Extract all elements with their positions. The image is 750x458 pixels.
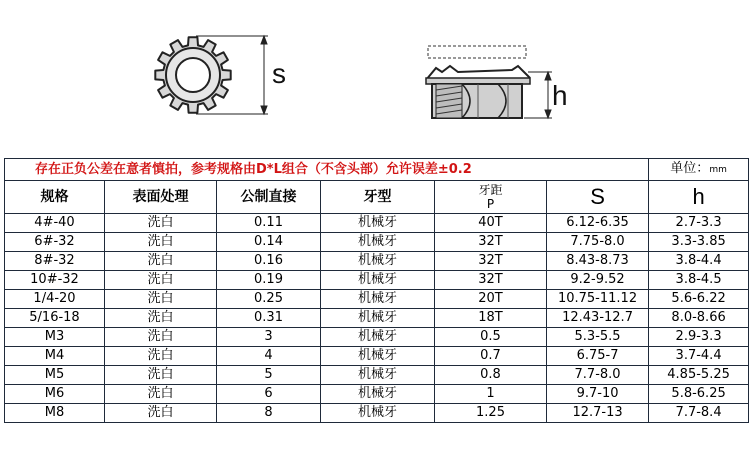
cell-metric-diameter: 6 bbox=[217, 385, 321, 404]
cell-spec: M3 bbox=[5, 328, 105, 347]
table-row bbox=[5, 328, 749, 347]
cell-surface: 洗白 bbox=[105, 347, 217, 366]
cell-pitch: 20T bbox=[435, 290, 547, 309]
cell-s-range: 6.75-7 bbox=[547, 347, 649, 366]
cell-thread-type: 机械牙 bbox=[321, 252, 435, 271]
header-s: S bbox=[547, 181, 649, 214]
side-view-nut-icon bbox=[426, 46, 530, 118]
cell-h-range: 3.8-4.4 bbox=[649, 252, 749, 271]
cell-thread-type: 机械牙 bbox=[321, 214, 435, 233]
cell-s-range: 10.75-11.12 bbox=[547, 290, 649, 309]
table-row bbox=[5, 214, 749, 233]
cell-pitch: 32T bbox=[435, 233, 547, 252]
cell-pitch: 1 bbox=[435, 385, 547, 404]
cell-metric-diameter: 4 bbox=[217, 347, 321, 366]
cell-spec: M6 bbox=[5, 385, 105, 404]
table-row bbox=[5, 290, 749, 309]
cell-metric-diameter: 0.25 bbox=[217, 290, 321, 309]
unit-label bbox=[649, 159, 749, 181]
cell-metric-diameter: 0.11 bbox=[217, 214, 321, 233]
header-thread-type: 牙型 bbox=[321, 181, 435, 214]
table-row bbox=[5, 309, 749, 328]
cell-thread-type: 机械牙 bbox=[321, 328, 435, 347]
cell-thread-type: 机械牙 bbox=[321, 309, 435, 328]
cell-spec: 8#-32 bbox=[5, 252, 105, 271]
cell-s-range: 9.7-10 bbox=[547, 385, 649, 404]
cell-thread-type: 机械牙 bbox=[321, 271, 435, 290]
cell-spec: 5/16-18 bbox=[5, 309, 105, 328]
cell-pitch: 32T bbox=[435, 271, 547, 290]
table-row bbox=[5, 347, 749, 366]
cell-thread-type: 机械牙 bbox=[321, 347, 435, 366]
cell-thread-type: 机械牙 bbox=[321, 233, 435, 252]
table-row bbox=[5, 404, 749, 423]
header-pitch-label: 牙距 bbox=[478, 183, 503, 197]
header-metric-diameter: 公制直接 bbox=[217, 181, 321, 214]
cell-pitch: 40T bbox=[435, 214, 547, 233]
cell-surface: 洗白 bbox=[105, 290, 217, 309]
cell-h-range: 4.85-5.25 bbox=[649, 366, 749, 385]
cell-thread-type: 机械牙 bbox=[321, 366, 435, 385]
cell-metric-diameter: 0.14 bbox=[217, 233, 321, 252]
cell-h-range: 5.8-6.25 bbox=[649, 385, 749, 404]
nut-technical-drawing bbox=[0, 0, 750, 158]
cell-h-range: 2.9-3.3 bbox=[649, 328, 749, 347]
cell-s-range: 5.3-5.5 bbox=[547, 328, 649, 347]
cell-metric-diameter: 0.16 bbox=[217, 252, 321, 271]
top-view-washer-icon bbox=[155, 37, 230, 112]
cell-surface: 洗白 bbox=[105, 404, 217, 423]
cell-spec: 4#-40 bbox=[5, 214, 105, 233]
cell-h-range: 5.6-6.22 bbox=[649, 290, 749, 309]
cell-thread-type: 机械牙 bbox=[321, 385, 435, 404]
cell-s-range: 7.75-8.0 bbox=[547, 233, 649, 252]
cell-h-range: 3.7-4.4 bbox=[649, 347, 749, 366]
cell-metric-diameter: 8 bbox=[217, 404, 321, 423]
cell-spec: 6#-32 bbox=[5, 233, 105, 252]
cell-surface: 洗白 bbox=[105, 385, 217, 404]
cell-surface: 洗白 bbox=[105, 233, 217, 252]
cell-h-range: 3.8-4.5 bbox=[649, 271, 749, 290]
cell-thread-type: 机械牙 bbox=[321, 290, 435, 309]
cell-h-range: 3.3-3.85 bbox=[649, 233, 749, 252]
table-row bbox=[5, 233, 749, 252]
note-row bbox=[5, 159, 749, 181]
cell-metric-diameter: 5 bbox=[217, 366, 321, 385]
table-row bbox=[5, 271, 749, 290]
cell-surface: 洗白 bbox=[105, 214, 217, 233]
cell-h-range: 2.7-3.3 bbox=[649, 214, 749, 233]
header-pitch-sub: P bbox=[486, 197, 495, 211]
cell-spec: M8 bbox=[5, 404, 105, 423]
cell-surface: 洗白 bbox=[105, 271, 217, 290]
cell-s-range: 7.7-8.0 bbox=[547, 366, 649, 385]
header-surface: 表面处理 bbox=[105, 181, 217, 214]
cell-s-range: 12.43-12.7 bbox=[547, 309, 649, 328]
cell-pitch: 18T bbox=[435, 309, 547, 328]
header-h: h bbox=[649, 181, 749, 214]
header-pitch bbox=[435, 181, 547, 214]
cell-spec: 10#-32 bbox=[5, 271, 105, 290]
header-row bbox=[5, 181, 749, 214]
cell-thread-type: 机械牙 bbox=[321, 404, 435, 423]
cell-s-range: 6.12-6.35 bbox=[547, 214, 649, 233]
cell-s-range: 8.43-8.73 bbox=[547, 252, 649, 271]
nut-drawing-svg bbox=[0, 0, 750, 158]
cell-h-range: 7.7-8.4 bbox=[649, 404, 749, 423]
cell-pitch: 0.7 bbox=[435, 347, 547, 366]
cell-spec: 1/4-20 bbox=[5, 290, 105, 309]
table-row bbox=[5, 366, 749, 385]
table-row bbox=[5, 385, 749, 404]
cell-metric-diameter: 0.31 bbox=[217, 309, 321, 328]
h-dimension-label: h bbox=[552, 80, 568, 111]
cell-spec: M4 bbox=[5, 347, 105, 366]
cell-metric-diameter: 3 bbox=[217, 328, 321, 347]
cell-pitch: 0.8 bbox=[435, 366, 547, 385]
cell-surface: 洗白 bbox=[105, 309, 217, 328]
s-dimension-label: s bbox=[272, 58, 286, 89]
cell-pitch: 32T bbox=[435, 252, 547, 271]
cell-s-range: 12.7-13 bbox=[547, 404, 649, 423]
table-row bbox=[5, 252, 749, 271]
cell-surface: 洗白 bbox=[105, 366, 217, 385]
cell-surface: 洗白 bbox=[105, 252, 217, 271]
cell-metric-diameter: 0.19 bbox=[217, 271, 321, 290]
spec-table bbox=[4, 158, 749, 423]
cell-pitch: 0.5 bbox=[435, 328, 547, 347]
cell-pitch: 1.25 bbox=[435, 404, 547, 423]
header-spec: 规格 bbox=[5, 181, 105, 214]
cell-s-range: 9.2-9.52 bbox=[547, 271, 649, 290]
cell-h-range: 8.0-8.66 bbox=[649, 309, 749, 328]
tolerance-note: 存在正负公差在意者慎拍，参考规格由D*L组合（不含头部）允许误差±0.2 bbox=[5, 159, 649, 181]
cell-spec: M5 bbox=[5, 366, 105, 385]
unit-label-text: 单位： bbox=[670, 161, 710, 176]
unit-value: mm bbox=[709, 165, 727, 175]
cell-surface: 洗白 bbox=[105, 328, 217, 347]
